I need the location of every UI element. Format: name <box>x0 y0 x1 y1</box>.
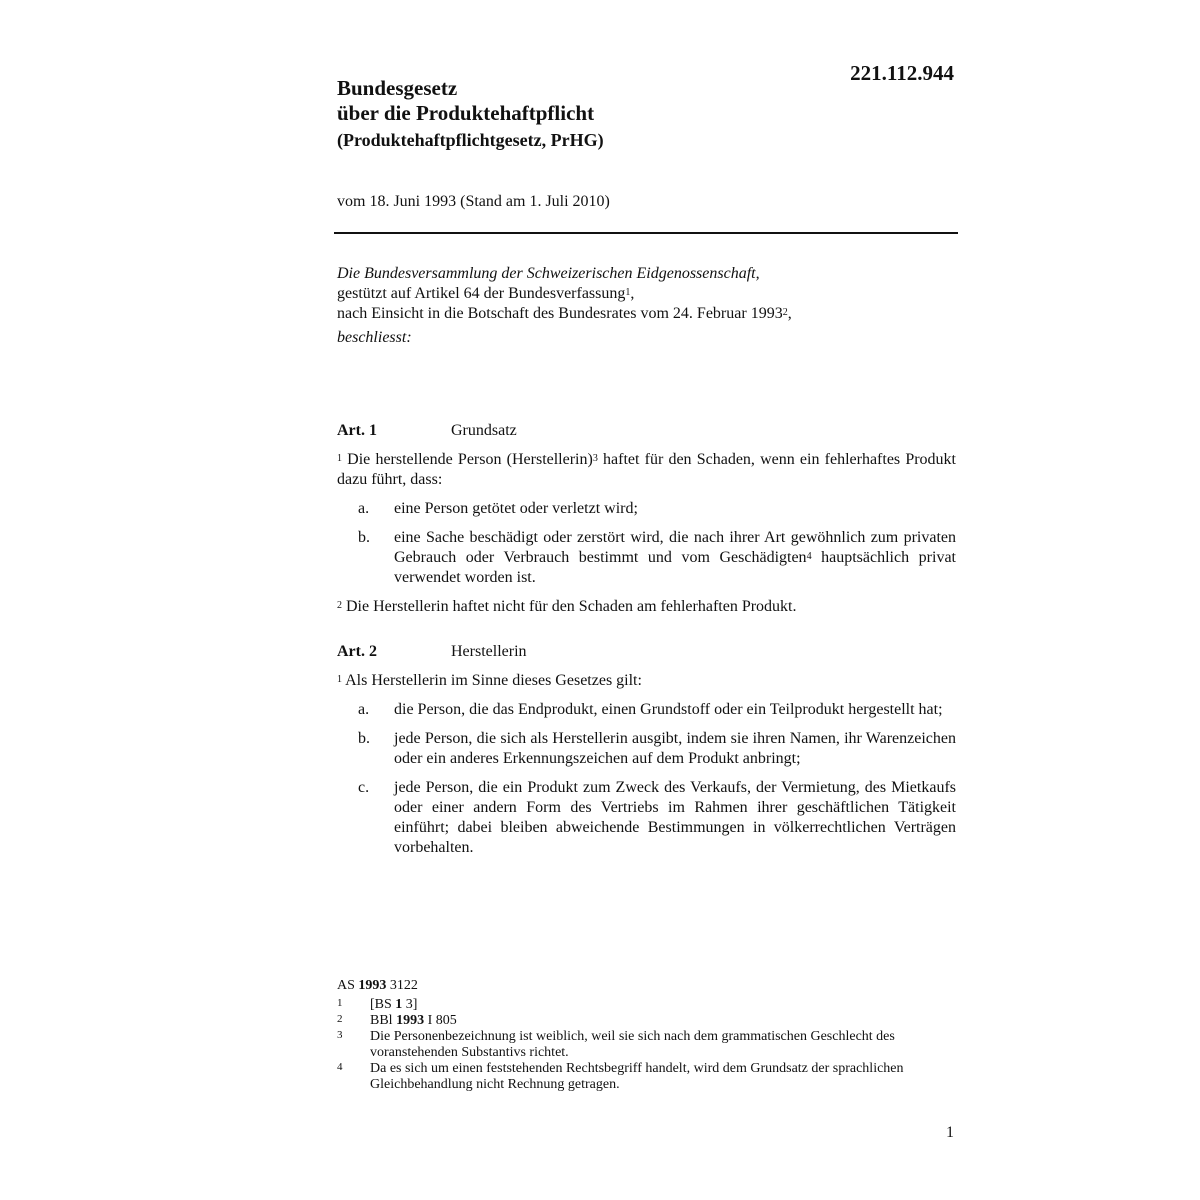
preamble-line-2 <box>337 284 792 304</box>
article-1-item-b <box>337 528 956 588</box>
footnote-number: 1 <box>337 997 343 1009</box>
source-year: 1993 <box>358 978 387 993</box>
paragraph-number: 1 <box>337 674 342 685</box>
article-2-item-a <box>337 700 956 720</box>
item-text: die Person, die das Endprodukt, einen Grundstoff oder ein Teilprodukt hergestellt hat; <box>394 701 943 718</box>
article-1-item-a <box>337 499 956 519</box>
paragraph-number: 1 <box>337 453 342 464</box>
paragraph-text: Als Herstellerin im Sinne dieses Gesetzes gilt: <box>342 672 642 689</box>
footnote-text-bold: 1 <box>395 997 403 1012</box>
document-page <box>337 0 958 1200</box>
item-text: eine Person getötet oder verletzt wird; <box>394 500 638 517</box>
preamble-line-4: beschliesst: <box>337 329 412 346</box>
article-2 <box>337 642 956 867</box>
footnote-ref-1[interactable]: 1 <box>625 287 631 298</box>
article-2-number: Art. 2 <box>337 643 377 660</box>
article-1-header <box>337 421 956 441</box>
preamble-line-3-text: nach Einsicht in die Botschaft des Bundesrates vom 24. Februar 1993 <box>337 305 783 322</box>
paragraph-text: Die Herstellerin haftet nicht für den Schaden am fehlerhaften Produkt. <box>342 598 797 615</box>
footnote-number: 4 <box>337 1061 343 1073</box>
article-1-heading: Grundsatz <box>451 422 517 439</box>
footnotes <box>337 978 956 1093</box>
sr-number: 221.112.944 <box>850 61 954 85</box>
footnote-text-part: [BS <box>370 997 396 1012</box>
item-label: a. <box>358 701 370 718</box>
paragraph-text: haftet für den Schaden, wenn ein fehlerhaftes Produkt dazu führt, dass: <box>337 451 957 488</box>
footnote-ref-4[interactable]: 4 <box>806 551 812 562</box>
footnote-4 <box>337 1061 956 1093</box>
title-line-2: über die Produktehaftpflicht <box>337 101 595 125</box>
footnote-source <box>337 978 956 994</box>
item-text: jede Person, die ein Produkt zum Zweck des Verkaufs, der Vermietung, des Mietkaufs oder einer andern Form des Vertriebs im Rahmen ihrer geschäftlichen Tätigkeit einführt; dabei bleiben abweichende Bestimmungen in völkerrechtlichen Verträgen vorbehalten. <box>394 779 956 856</box>
header-divider <box>334 232 958 234</box>
paragraph-number: 2 <box>337 600 342 611</box>
article-1-paragraph-2 <box>337 597 956 617</box>
article-1-number: Art. 1 <box>337 422 377 439</box>
footnote-text: Da es sich um einen feststehenden Rechtsbegriff handelt, wird dem Grundsatz der sprachlichen Gleichbehandlung nicht Rechnung getragen. <box>370 1061 904 1092</box>
footnote-text <box>370 997 956 1013</box>
law-title <box>337 76 604 154</box>
article-1-paragraph-1 <box>337 450 956 490</box>
preamble-line-3-end: , <box>787 305 792 322</box>
article-2-item-b <box>337 729 956 769</box>
item-text <box>394 528 956 588</box>
item-label: c. <box>358 779 370 796</box>
footnote-text: Die Personenbezeichnung ist weiblich, weil sie sich nach dem grammatischen Geschlecht des voranstehenden Substantivs richtet. <box>370 1029 895 1060</box>
footnote-number: 2 <box>337 1013 343 1025</box>
footnote-text <box>370 1013 956 1029</box>
footnote-text-bold: 1993 <box>396 1013 425 1028</box>
item-label: a. <box>358 500 370 517</box>
article-2-item-c <box>337 778 956 858</box>
footnote-text-part: BBl <box>370 1013 397 1028</box>
preamble-line-2-text: gestützt auf Artikel 64 der Bundesverfassung <box>337 285 626 302</box>
paragraph-text: Die herstellende Person (Herstellerin) <box>342 451 593 468</box>
footnote-number: 3 <box>337 1029 343 1041</box>
item-label: b. <box>358 529 370 546</box>
source-prefix: AS <box>337 978 359 993</box>
item-text: jede Person, die sich als Herstellerin ausgibt, indem sie ihren Namen, ihr Warenzeichen oder ein anderes Erkennungszeichen auf dem Produkt anbringt; <box>394 730 956 767</box>
footnote-ref-2[interactable]: 2 <box>782 307 788 318</box>
source-page: 3122 <box>386 978 418 993</box>
footnote-1 <box>337 997 956 1013</box>
item-text-part: eine Sache beschädigt oder zerstört wird, die nach ihrer Art gewöhnlich zum privaten Gebrauch oder Verbrauch bestimmt und vom Geschädigten <box>394 529 956 566</box>
preamble-line-1: Die Bundesversammlung der Schweizerischen Eidgenossenschaft, <box>337 265 760 282</box>
item-label: b. <box>358 730 370 747</box>
item-text-part: hauptsächlich privat verwendet worden ist. <box>394 549 956 586</box>
article-2-header <box>337 642 956 662</box>
article-1 <box>337 421 956 626</box>
footnote-text-part: I 805 <box>424 1013 457 1028</box>
preamble-line-2-end: , <box>630 285 635 302</box>
title-short-name: (Produktehaftpflichtgesetz, PrHG) <box>337 130 604 150</box>
footnote-text-part: 3] <box>402 997 418 1012</box>
footnote-2 <box>337 1013 956 1029</box>
preamble <box>337 264 792 348</box>
preamble-line-3 <box>337 304 792 324</box>
title-line-1: Bundesgesetz <box>337 76 458 100</box>
page-number: 1 <box>946 1124 954 1141</box>
article-2-paragraph-1 <box>337 671 956 691</box>
date-line: vom 18. Juni 1993 (Stand am 1. Juli 2010) <box>337 193 610 210</box>
article-2-heading: Herstellerin <box>451 643 527 660</box>
footnote-ref-3[interactable]: 3 <box>592 453 598 464</box>
footnote-3 <box>337 1029 956 1061</box>
